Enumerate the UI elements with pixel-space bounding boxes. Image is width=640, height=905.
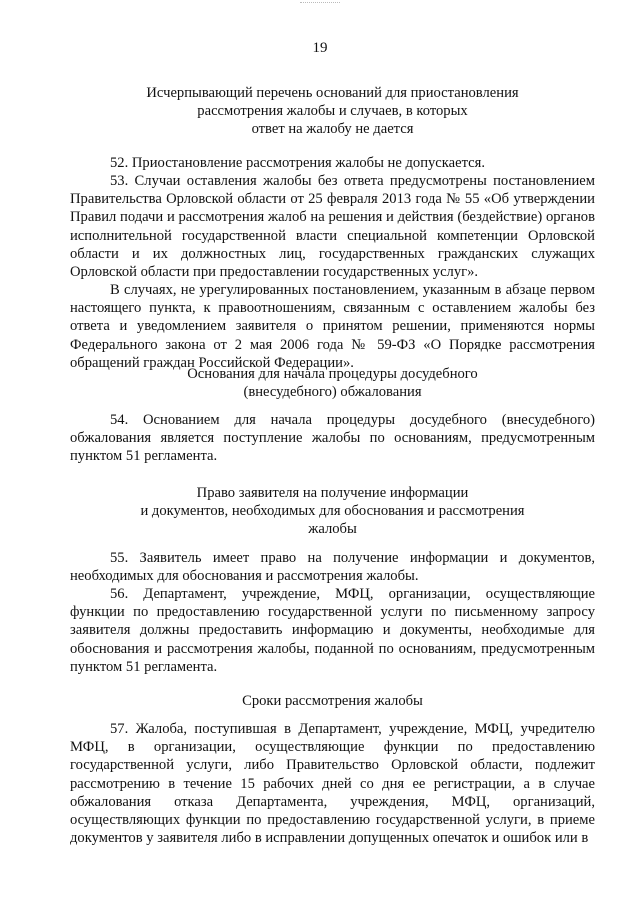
heading-line: ответ на жалобу не дается (251, 121, 414, 137)
heading-line: и документов, необходимых для обоснования и рассмотрения (140, 503, 525, 519)
section-heading-grounds (70, 365, 595, 401)
heading-line: (внесудебного) обжалования (243, 384, 422, 400)
paragraph-53: 53. Случаи оставления жалобы без ответа предусмотрены постановлением Правительства Орловской области от 25 февраля 2013 года № 55 «Об утверждении Правил подачи и рассмотрения жалоб на решения и действия (бездействие) органов исполнительной государственной власти специальной компетенции Орловской области и их должностных лиц, государственных гражданских служащих Орловской области при предоставлении государственных услуг». (70, 173, 595, 281)
paragraph-55: 55. Заявитель имеет право на получение информации и документов, необходимых для обоснования и рассмотрения жалобы. (70, 550, 595, 585)
paragraph-57: 57. Жалоба, поступившая в Департамент, учреждение, МФЦ, учредителю МФЦ, в организации, осуществляющие функции по предоставлению государственной услуги, либо Правительство Орловской области, подлежит рассмотрению в течение 15 рабочих дней со дня ее регистрации, а в случае обжалования отказа Департамента, учреждения, МФЦ, организаций, осуществляющих функции по предоставлению государственной услуги, в приеме документов у заявителя либо в исправлении допущенных опечаток и ошибок или в (70, 721, 595, 847)
section-heading-deadlines (70, 692, 595, 710)
heading-line: рассмотрения жалобы и случаев, в которых (197, 103, 468, 119)
section-heading-right-to-info (70, 484, 595, 538)
paragraph-54: 54. Основанием для начала процедуры досудебного (внесудебного) обжалования является поступление жалобы по основаниям, предусмотренным пунктом 51 регламента. (70, 412, 595, 465)
section-heading-suspension (70, 84, 595, 138)
heading-line: Сроки рассмотрения жалобы (242, 693, 423, 709)
heading-line: Исчерпывающий перечень оснований для приостановления (146, 85, 519, 101)
page-number: 19 (312, 40, 328, 56)
heading-line: Основания для начала процедуры досудебного (187, 366, 478, 382)
paragraph-56: 56. Департамент, учреждение, МФЦ, организации, осуществляющие функции по предоставлению государственной услуги по письменному запросу заявителя должны предоставить информацию и документы, необходимые для обоснования и рассмотрения жалобы, поданной по основаниям, предусмотренным пунктом 51 регламента. (70, 586, 595, 675)
heading-line: жалобы (308, 521, 357, 537)
heading-line: Право заявителя на получение информации (196, 485, 469, 501)
scan-mark (300, 2, 340, 4)
paragraph-52: 52. Приостановление рассмотрения жалобы не допускается. (110, 155, 486, 171)
paragraph-53-second: В случаях, не урегулированных постановлением, указанным в абзаце первом настоящего пункта, к правоотношениям, связанным с оставлением жалобы без ответа и уведомлением заявителя о принятом решении, применяются нормы Федерального закона от 2 мая 2006 года № 59-ФЗ «О Порядке рассмотрения обращений граждан Российской Федерации». (70, 282, 595, 371)
